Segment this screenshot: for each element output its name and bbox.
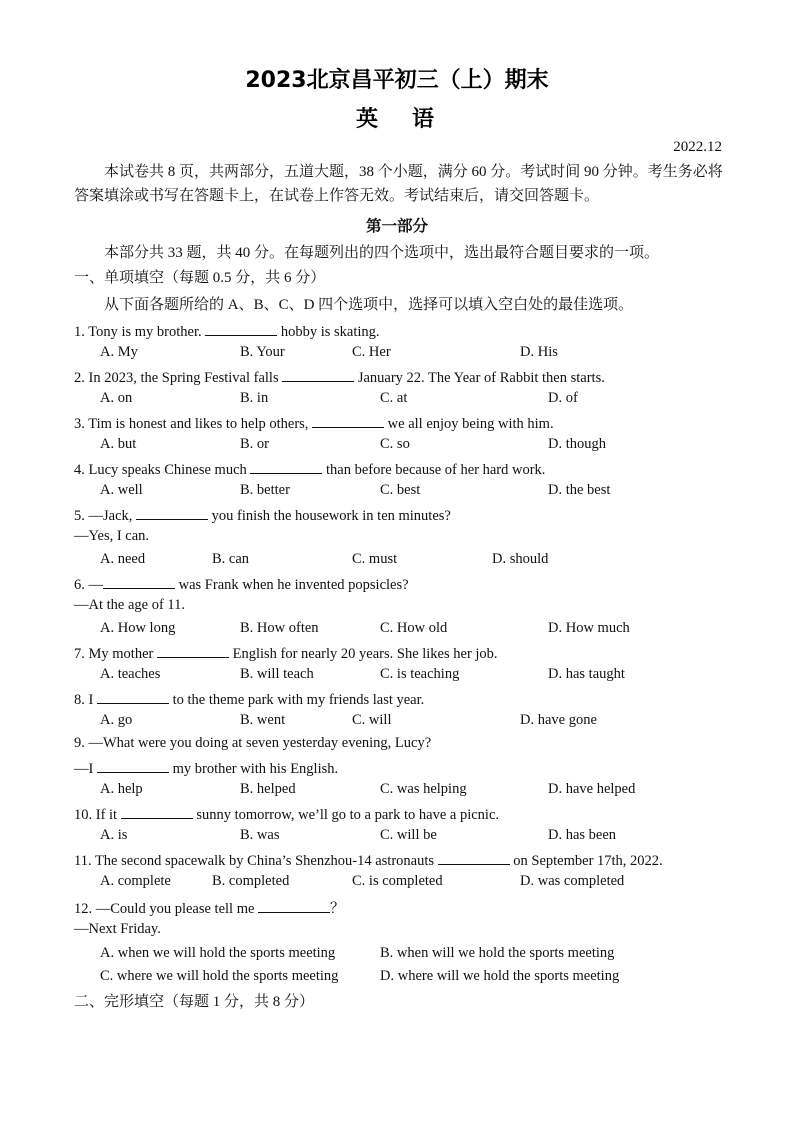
question-10: 10. If it sunny tomorrow, we’ll go to a park to have a picnic. bbox=[74, 804, 499, 824]
question-12-reply: —Next Friday. bbox=[74, 921, 161, 937]
section1-instruction: 从下面各题所给的 A、B、C、D 四个选项中，选择可以填入空白处的最佳选项。 bbox=[104, 297, 634, 313]
option-a: A. complete bbox=[100, 873, 171, 889]
option-c: C. where we will hold the sports meeting bbox=[100, 968, 339, 984]
option-a: A. teaches bbox=[100, 666, 161, 682]
option-c: C. at bbox=[380, 390, 408, 406]
option-b: B. went bbox=[240, 712, 286, 728]
answer-blank bbox=[136, 505, 208, 520]
option-c: C. is teaching bbox=[380, 666, 460, 682]
section1-heading: 一、单项填空（每题 0.5 分，共 6 分） bbox=[74, 270, 326, 286]
option-a: A. How long bbox=[100, 620, 176, 636]
option-a: A. need bbox=[100, 551, 146, 567]
question-5-reply: —Yes, I can. bbox=[74, 528, 150, 544]
question-8: 8. I to the theme park with my friends last year. bbox=[74, 689, 424, 709]
answer-blank bbox=[97, 689, 169, 704]
question-12: 12. —Could you please tell me ？ bbox=[74, 897, 345, 918]
option-d: D. has taught bbox=[548, 666, 625, 682]
option-d: D. though bbox=[548, 436, 606, 452]
subject-title: 英语 bbox=[355, 107, 468, 132]
exam-date: 2022.12 bbox=[673, 139, 722, 155]
option-c: C. must bbox=[352, 551, 398, 567]
option-c: C. so bbox=[380, 436, 410, 452]
question-2: 2. In 2023, the Spring Festival falls January 22. The Year of Rabbit then starts. bbox=[74, 367, 605, 387]
question-6: 6. — was Frank when he invented popsicles? bbox=[74, 574, 409, 594]
option-a: A. but bbox=[100, 436, 137, 452]
answer-blank bbox=[282, 367, 354, 382]
option-d: D. was completed bbox=[520, 873, 625, 889]
option-a: A. go bbox=[100, 712, 133, 728]
option-a: A. when we will hold the sports meeting bbox=[100, 945, 336, 961]
exam-intro: 本试卷共 8 页，共两部分，五道大题，38 个小题，满分 60 分。考试时间 90 分钟。考生务必将答案填涂或书写在答题卡上，在试卷上作答无效。考试结束后，请交回答题卡。 bbox=[74, 164, 723, 204]
option-d: D. of bbox=[548, 390, 578, 406]
option-b: B. in bbox=[240, 390, 269, 406]
option-c: C. will be bbox=[380, 827, 437, 843]
option-a: A. on bbox=[100, 390, 133, 406]
answer-blank bbox=[157, 643, 229, 658]
part1-title: 第一部分 bbox=[365, 217, 428, 235]
question-5: 5. —Jack, you finish the housework in ten minutes? bbox=[74, 505, 451, 525]
answer-blank bbox=[97, 758, 169, 773]
option-b: B. helped bbox=[240, 781, 296, 797]
exam-title: 2023北京昌平初三（上）期末 bbox=[245, 68, 549, 93]
question-9-reply: —I my brother with his English. bbox=[74, 758, 338, 778]
option-c: C. How old bbox=[380, 620, 448, 636]
question-7: 7. My mother English for nearly 20 years. She likes her job. bbox=[74, 643, 498, 663]
option-d: D. should bbox=[492, 551, 549, 567]
answer-blank bbox=[438, 850, 510, 865]
answer-blank bbox=[312, 413, 384, 428]
option-d: D. have helped bbox=[548, 781, 636, 797]
option-a: A. well bbox=[100, 482, 143, 498]
question-4: 4. Lucy speaks Chinese much than before because of her hard work. bbox=[74, 459, 545, 479]
option-b: B. completed bbox=[212, 873, 290, 889]
option-b: B. or bbox=[240, 436, 269, 452]
option-d: D. His bbox=[520, 344, 558, 360]
option-d: D. has been bbox=[548, 827, 617, 843]
answer-blank bbox=[121, 804, 193, 819]
question-6-reply: —At the age of 11. bbox=[74, 597, 186, 613]
option-b: B. will teach bbox=[240, 666, 314, 682]
question-3: 3. Tim is honest and likes to help others, we all enjoy being with him. bbox=[74, 413, 554, 433]
option-c: C. best bbox=[380, 482, 421, 498]
option-c: C. was helping bbox=[380, 781, 467, 797]
option-b: B. better bbox=[240, 482, 290, 498]
option-d: D. How much bbox=[548, 620, 630, 636]
question-9: 9. —What were you doing at seven yesterday evening, Lucy? bbox=[74, 735, 432, 751]
option-c: C. is completed bbox=[352, 873, 443, 889]
option-b: B. was bbox=[240, 827, 280, 843]
answer-blank bbox=[205, 321, 277, 336]
option-d: D. have gone bbox=[520, 712, 597, 728]
option-a: A. is bbox=[100, 827, 128, 843]
option-b: B. when will we hold the sports meeting bbox=[380, 945, 615, 961]
option-b: B. Your bbox=[240, 344, 285, 360]
answer-blank bbox=[103, 574, 175, 589]
part1-desc: 本部分共 33 题，共 40 分。在每题列出的四个选项中，选出最符合题目要求的一项。 bbox=[104, 245, 660, 261]
question-1: 1. Tony is my brother. hobby is skating. bbox=[74, 321, 380, 341]
option-d: D. where will we hold the sports meeting bbox=[380, 968, 620, 984]
option-a: A. My bbox=[100, 344, 138, 360]
option-b: B. can bbox=[212, 551, 250, 567]
option-d: D. the best bbox=[548, 482, 611, 498]
answer-blank bbox=[250, 459, 322, 474]
option-b: B. How often bbox=[240, 620, 319, 636]
option-c: C. Her bbox=[352, 344, 391, 360]
question-11: 11. The second spacewalk by China’s Shenzhou-14 astronauts on September 17th, 2022. bbox=[74, 850, 663, 870]
option-a: A. help bbox=[100, 781, 143, 797]
section2-heading: 二、完形填空（每题 1 分，共 8 分） bbox=[74, 994, 315, 1010]
option-c: C. will bbox=[352, 712, 392, 728]
answer-blank bbox=[258, 898, 330, 913]
